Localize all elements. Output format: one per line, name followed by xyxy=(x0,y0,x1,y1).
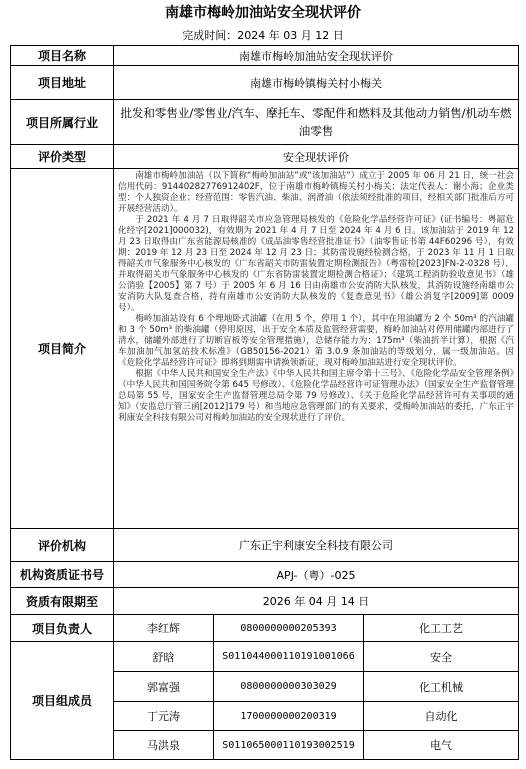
cert-value: APJ-（粤）-025 xyxy=(114,562,519,588)
project-address-value: 南雄市梅岭镇梅关村小梅关 xyxy=(114,66,519,100)
agency-label: 评价机构 xyxy=(11,529,114,562)
member-cert-no: 0800000000303029 xyxy=(214,672,364,702)
members-label: 项目组成员 xyxy=(11,642,114,760)
member-cert-no: S011065000110193002519 xyxy=(214,731,364,760)
member-name: 舒晗 xyxy=(114,642,214,672)
member-name: 马洪泉 xyxy=(114,731,214,760)
project-name-value: 南雄市梅岭加油站安全现状评价 xyxy=(114,46,519,66)
member-specialty: 电气 xyxy=(364,731,519,760)
row-eval-type xyxy=(11,145,519,169)
eval-type-value: 安全现状评价 xyxy=(114,145,519,169)
summary-label: 项目简介 xyxy=(11,169,114,529)
document-title: 南雄市梅岭加油站安全现状评价 xyxy=(165,5,361,21)
industry-label: 项目所属行业 xyxy=(11,100,114,145)
agency-value: 广东正宇利康安全科技有限公司 xyxy=(114,529,519,562)
leader-label: 项目负责人 xyxy=(11,615,114,642)
row-project-name xyxy=(11,46,519,66)
industry-value: 批发和零售业/零售业/汽车、摩托车、零配件和燃料及其他动力销售/机动车燃油零售 xyxy=(114,100,519,145)
row-summary xyxy=(11,169,519,529)
member-specialty: 自动化 xyxy=(364,702,519,731)
leader-name: 李红辉 xyxy=(114,615,214,642)
member-row xyxy=(11,642,519,672)
member-name: 郭富强 xyxy=(114,672,214,702)
validity-label: 资质有限期至 xyxy=(11,588,114,615)
row-project-address xyxy=(11,66,519,100)
project-name-label: 项目名称 xyxy=(11,46,114,66)
summary-paragraph: 于 2021 年 4 月 7 日取得韶关市应急管理局核发的《危险化学品经营许可证》(证书编号：粤韶危化经字[2021]000032)，有效期为 2021 年 4 月 7 日至 2024 年 4 月 6 日。该加油站于 2019 年 12 月 23 日取得由广东省能源局核准的《成品油零售经营批准证书》（油零售证书第 44F60296 号），有效期：2019 年 12 月 23 日至 2024 年 12 月 23 日；其防雷设施经检测合格，于 2023 年 11 月 1 日取得韶关市气象服务中心核发的《广东省韶关市防雷装置定期检测报告》（粤雷检[2023]FN-2-0328 号），并取得韶关市气象服务中心核发的《广东省防雷装置定期检测合格证》；《建筑工程消防验收意见书》（雄公消验【2005】第 7 号）于 2005 年 6 月 16 日由南雄市公安消防大队核发，其消防设施经南雄市公安消防大队复查合格，持有南雄市公安消防大队核发的《复查意见书》（雄公消复字[2009]第 0009 号）。 xyxy=(118,215,515,313)
row-agency xyxy=(11,529,519,562)
row-leader xyxy=(11,615,519,642)
summary-paragraph: 梅岭加油站设有 6 个埋地卧式油罐（在用 5 个，停用 1 个），其中在用油罐为 2 个 50m³ 的汽油罐和 3 个 50m³ 的柴油罐（停用原因，出于安全本质及监管经营需要，梅岭加油站对停用储罐内部进行了清水，储罐外部进行了切断盲板等安全管理措施），总储存能力为：175m³（柴油折半计算），根据《汽车加油加气加氢站技术标准》（GB50156-2021）第 3.0.9 条加油站的等级划分，属一级加油站。因《危险化学品经营许可证》即将到期需申请换领新证，现对梅岭加油站进行安全现状评价。 xyxy=(118,314,515,368)
validity-value: 2026 年 04 月 14 日 xyxy=(114,588,519,615)
row-cert xyxy=(11,562,519,588)
completion-date-line xyxy=(0,29,526,43)
member-name: 丁元涛 xyxy=(114,702,214,731)
project-address-label: 项目地址 xyxy=(11,66,114,100)
member-specialty: 安全 xyxy=(364,642,519,672)
member-cert-no: S011044000110191001066 xyxy=(214,642,364,672)
leader-cert-no: 0800000000205393 xyxy=(214,615,364,642)
member-specialty: 化工机械 xyxy=(364,672,519,702)
member-cert-no: 1700000000200319 xyxy=(214,702,364,731)
summary-text xyxy=(114,169,519,529)
completion-date: 2024 年 03 月 12 日 xyxy=(237,29,344,42)
row-validity xyxy=(11,588,519,615)
row-industry xyxy=(11,100,519,145)
leader-specialty: 化工工艺 xyxy=(364,615,519,642)
summary-paragraph: 南雄市梅岭加油站（以下简称“梅岭加油站”或“该加油站”）成立于 2005 年 06 月 21 日，统一社会信用代码：91440282776912402F，位于南雄市梅岭镇梅关村小梅关；法定代表人：谢小海；企业类型：个人独资企业；经营范围：零售汽油、柴油、润滑油（依法须经批准的项目，经相关部门批准后方可开展经营活动）。 xyxy=(118,171,515,214)
evaluation-info-table xyxy=(10,45,519,760)
completion-label: 完成时间： xyxy=(182,29,238,42)
cert-label: 机构资质证书号 xyxy=(11,562,114,588)
eval-type-label: 评价类型 xyxy=(11,145,114,169)
summary-paragraph: 根据《中华人民共和国安全生产法》《中华人民共和国主席令第十三号》、《危险化学品安全管理条例》（中华人民共和国国务院令第 645 号修改）、《危险化学品经营许可证管理办法》（国家安全生产监督管理总局第 55 号，国家安全生产监督管理总局令第 79 号修改）、《关于危险化学品经营许可有关事项的通知》（安监总厅管三函[2012]179 号）和当地应急管理部门的有关要求，受梅岭加油站的委托，广东正宇利康安全科技有限公司对梅岭加油站的安全现状进行了评价。 xyxy=(118,369,515,423)
